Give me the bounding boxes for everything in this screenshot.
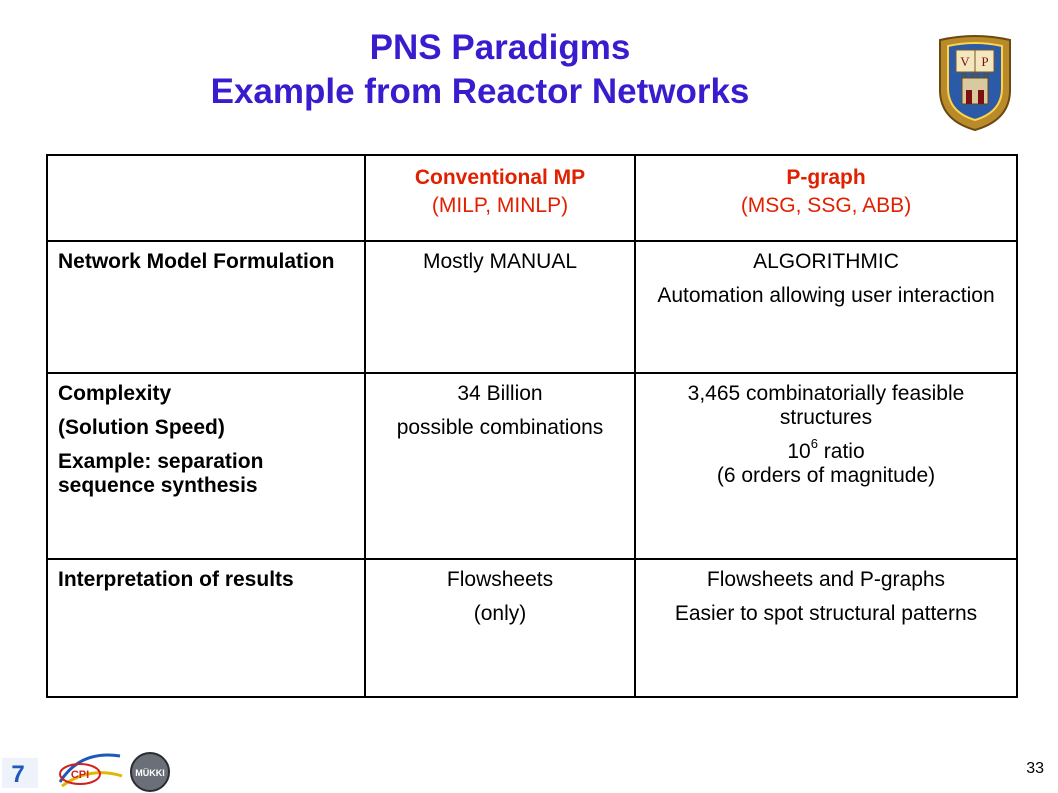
svg-text:MÜKKI: MÜKKI [135, 768, 165, 778]
cell-pgraph-interpretation: Flowsheets and P-graphs Easier to spot structural patterns [635, 559, 1017, 697]
cell-pgraph-complexity: 3,465 combinatorially feasible structures $10^6$ ratio (6 orders of magnitude) [635, 373, 1017, 559]
title-line-1: PNS Paradigms [369, 28, 631, 67]
fp7-logo [2, 758, 38, 788]
header-empty-cell [47, 155, 365, 241]
table-header-row [47, 155, 1017, 241]
header-pgraph [635, 155, 1017, 241]
footer-logos [0, 746, 180, 793]
cell-conventional-interpretation: Flowsheets (only) [365, 559, 635, 697]
svg-text:CPI: CPI [70, 769, 90, 781]
comparison-table [46, 154, 1018, 698]
cell-pgraph-network-model: ALGORITHMIC Automation allowing user interaction [635, 241, 1017, 373]
header-conventional-sub: (MILP, MINLP) [431, 194, 569, 217]
table-row [47, 559, 1017, 697]
header-conventional-mp [365, 155, 635, 241]
university-crest-logo [934, 30, 1016, 132]
title-line-2: Example from Reactor Networks [210, 72, 750, 111]
svg-text:P: P [981, 54, 989, 69]
cell-conventional-complexity: 34 Billion possible combinations [365, 373, 635, 559]
ratio-text: $10^6$ ratio (6 orders of magnitude) [716, 436, 936, 487]
slide-title [0, 26, 960, 114]
header-pgraph-sub: (MSG, SSG, ABB) [740, 194, 912, 217]
svg-text:7: 7 [11, 761, 25, 788]
table-row [47, 373, 1017, 559]
row-label-complexity: Complexity (Solution Speed) Example: separation sequence synthesis [47, 373, 365, 559]
row-label-interpretation: Interpretation of results [47, 559, 365, 697]
cell-conventional-network-model: Mostly MANUAL [365, 241, 635, 373]
header-pgraph-title: P-graph [786, 166, 866, 189]
table-row [47, 241, 1017, 373]
header-conventional-title: Conventional MP [414, 166, 586, 189]
svg-text:V: V [960, 54, 970, 69]
cpi-logo [60, 755, 122, 786]
mukki-logo [131, 753, 169, 791]
page-number: 33 [1026, 760, 1044, 777]
row-label-network-model: Network Model Formulation [47, 241, 365, 373]
